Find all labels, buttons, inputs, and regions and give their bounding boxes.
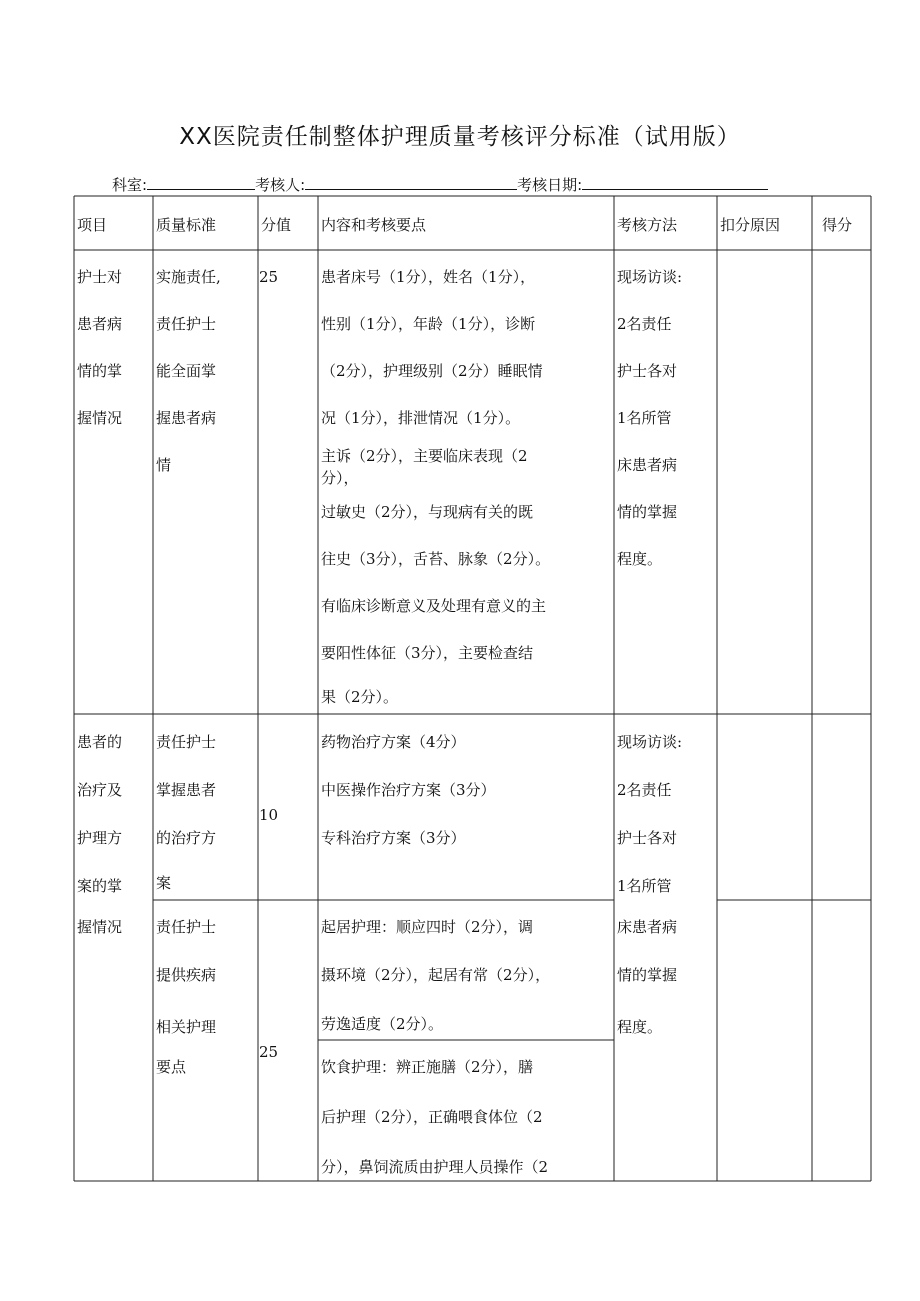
col-header-content: 内容和考核要点 — [321, 216, 427, 234]
page-title: XX医院责任制整体护理质量考核评分标准（试用版） — [179, 124, 741, 150]
col-header-deduction: 扣分原因 — [720, 216, 781, 234]
col-header-points: 得分 — [822, 216, 853, 234]
col-header-item: 项目 — [77, 216, 108, 234]
assessor-label: 考核人: — [255, 176, 306, 194]
dept-label: 科室: — [112, 176, 148, 194]
col-header-standard: 质量标准 — [156, 216, 217, 234]
col-header-score: 分值 — [261, 216, 292, 234]
date-label: 考核日期: — [517, 176, 583, 194]
row-3-score: 25 — [259, 1043, 279, 1061]
row-1-score: 25 — [259, 268, 279, 286]
col-header-method: 考核方法 — [617, 216, 678, 234]
row-2-score: 10 — [259, 806, 279, 824]
